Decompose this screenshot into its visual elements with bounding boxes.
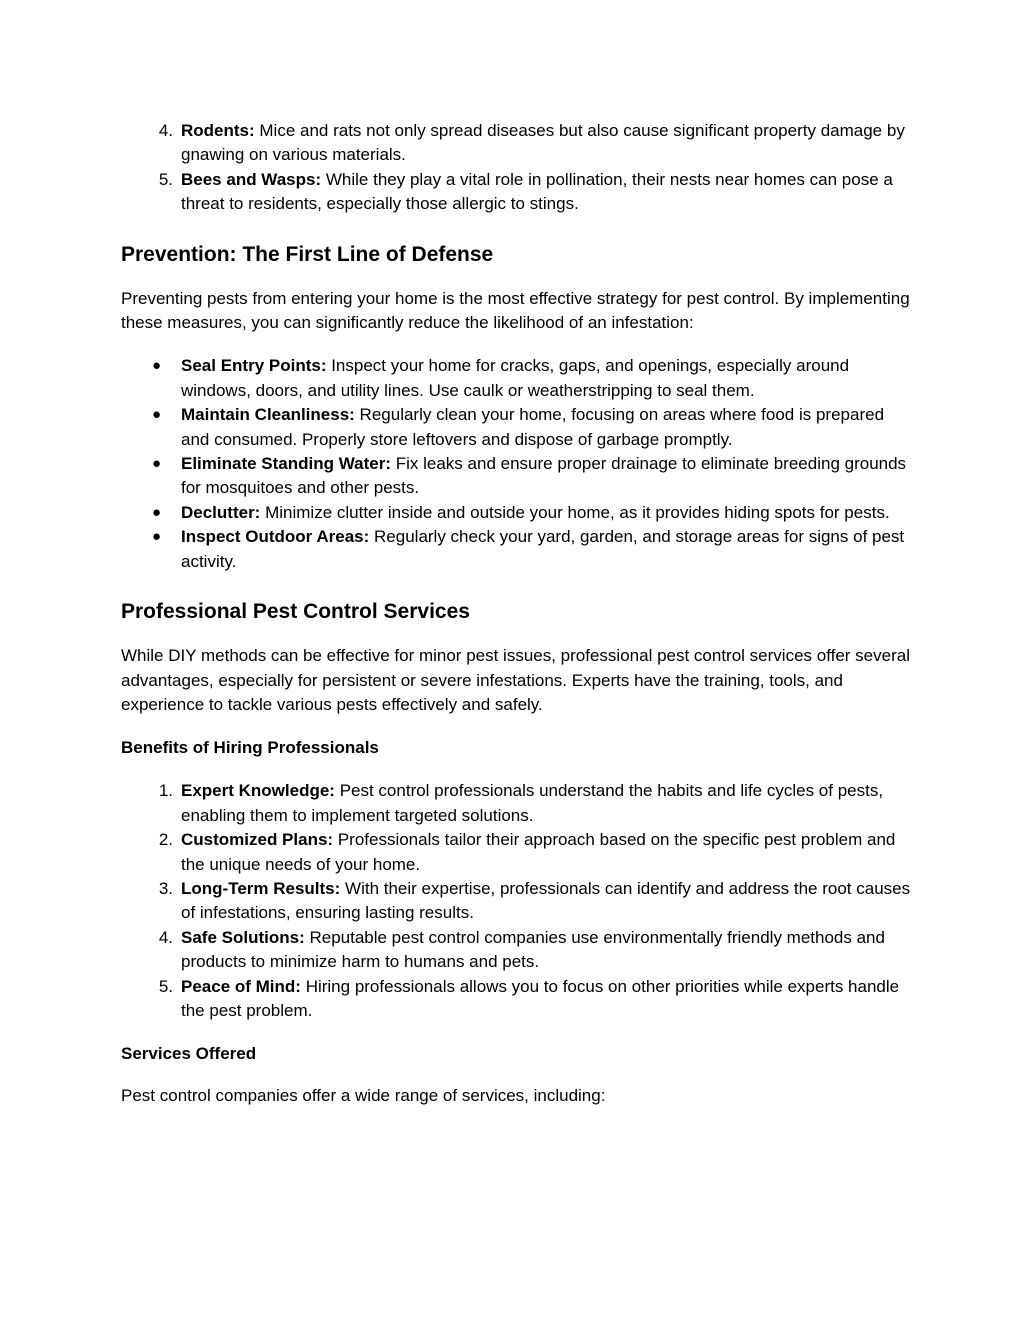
list-item-safe-solutions [121,926,911,975]
professional-intro: While DIY methods can be effective for minor pest issues, professional pest control services offer several advantages, especially for persistent or severe infestations. Experts have the training, tools, and experience to tackle various pests effectively and safely. [121,646,910,714]
document-page [121,119,911,1109]
item-term: Expert Knowledge: [181,781,335,801]
item-term: Declutter: [181,502,261,522]
item-term: Eliminate Standing Water: [181,454,392,474]
item-term: Long-Term Results: [181,878,341,898]
item-text: Regularly clean your home, focusing on areas where food is prepared and consumed. Properly store leftovers and dispose of garbage promptly. [181,405,885,449]
list-item-expert-knowledge [121,779,911,828]
list-number: 1. [158,781,173,801]
item-text: Fix leaks and ensure proper drainage to eliminate breeding grounds for mosquitoes and other pests. [181,454,907,498]
bullet-icon: ● [152,528,162,546]
bullet-icon: ● [152,406,162,424]
item-term: Rodents: [181,121,255,140]
list-item-customized-plans [121,828,911,877]
item-text: Reputable pest control companies use environmentally friendly methods and products to minimize harm to humans and pets. [181,927,885,972]
item-term: Safe Solutions: [181,927,305,947]
item-term: Peace of Mind: [181,976,301,996]
item-term: Seal Entry Points: [181,356,327,376]
item-text: Hiring professionals allows you to focus on other priorities while experts handle the pest problem. [181,976,900,1020]
item-text: Professionals tailor their approach based on the specific pest problem and the unique needs of your home. [181,830,896,874]
benefits-heading: Benefits of Hiring Professionals [121,738,379,758]
bullet-icon: ● [152,357,162,375]
item-text: Inspect your home for cracks, gaps, and openings, especially around windows, doors, and utility lines. Use caulk or weatherstripping to seal them. [181,356,850,400]
item-term: Inspect Outdoor Areas: [181,527,370,547]
item-text: Minimize clutter inside and outside your home, as it provides hiding spots for pests. [260,502,890,522]
item-term: Maintain Cleanliness: [181,405,355,425]
professional-heading: Professional Pest Control Services [121,600,470,624]
list-item-declutter [121,501,911,525]
item-term: Bees and Wasps: [181,169,322,189]
item-text: Regularly check your yard, garden, and storage areas for signs of pest activity. [181,527,905,571]
list-item-seal-entry-points [121,354,911,403]
list-number: 3. [158,878,173,898]
item-text: With their expertise, professionals can identify and address the root causes of infestations, ensuring lasting results. [181,878,911,923]
benefits-list [121,779,911,1023]
item-term: Customized Plans: [181,830,334,850]
list-number: 5. [158,976,173,996]
services-heading: Services Offered [121,1044,257,1064]
prevention-heading: Prevention: The First Line of Defense [121,242,494,266]
bullet-icon: ● [152,455,162,473]
services-intro: Pest control companies offer a wide range of services, including: [121,1086,606,1106]
list-item-bees-wasps [121,168,911,217]
list-item-long-term-results [121,877,911,926]
list-number: 5. [158,169,173,189]
item-text: Pest control professionals understand the habits and life cycles of pests, enabling them to implement targeted solutions. [181,781,884,825]
list-item-peace-of-mind [121,975,911,1024]
list-number: 4. [158,927,173,947]
pest-types-list [121,119,911,217]
list-item-inspect-outdoor-areas [121,525,911,574]
bullet-icon: ● [152,503,162,521]
item-text: Mice and rats not only spread diseases but also cause significant property damage by gnawing on various materials. [181,121,905,165]
list-number: 2. [158,830,173,850]
list-item-rodents [121,119,911,168]
prevention-intro: Preventing pests from entering your home is the most effective strategy for pest control. By implementing these measures, you can significantly reduce the likelihood of an infestation: [121,288,910,333]
list-item-maintain-cleanliness [121,403,911,452]
item-text: While they play a vital role in pollination, their nests near homes can pose a threat to residents, especially those allergic to stings. [181,169,893,214]
list-item-eliminate-standing-water [121,452,911,501]
list-number: 4. [158,121,173,140]
prevention-list [121,354,911,574]
